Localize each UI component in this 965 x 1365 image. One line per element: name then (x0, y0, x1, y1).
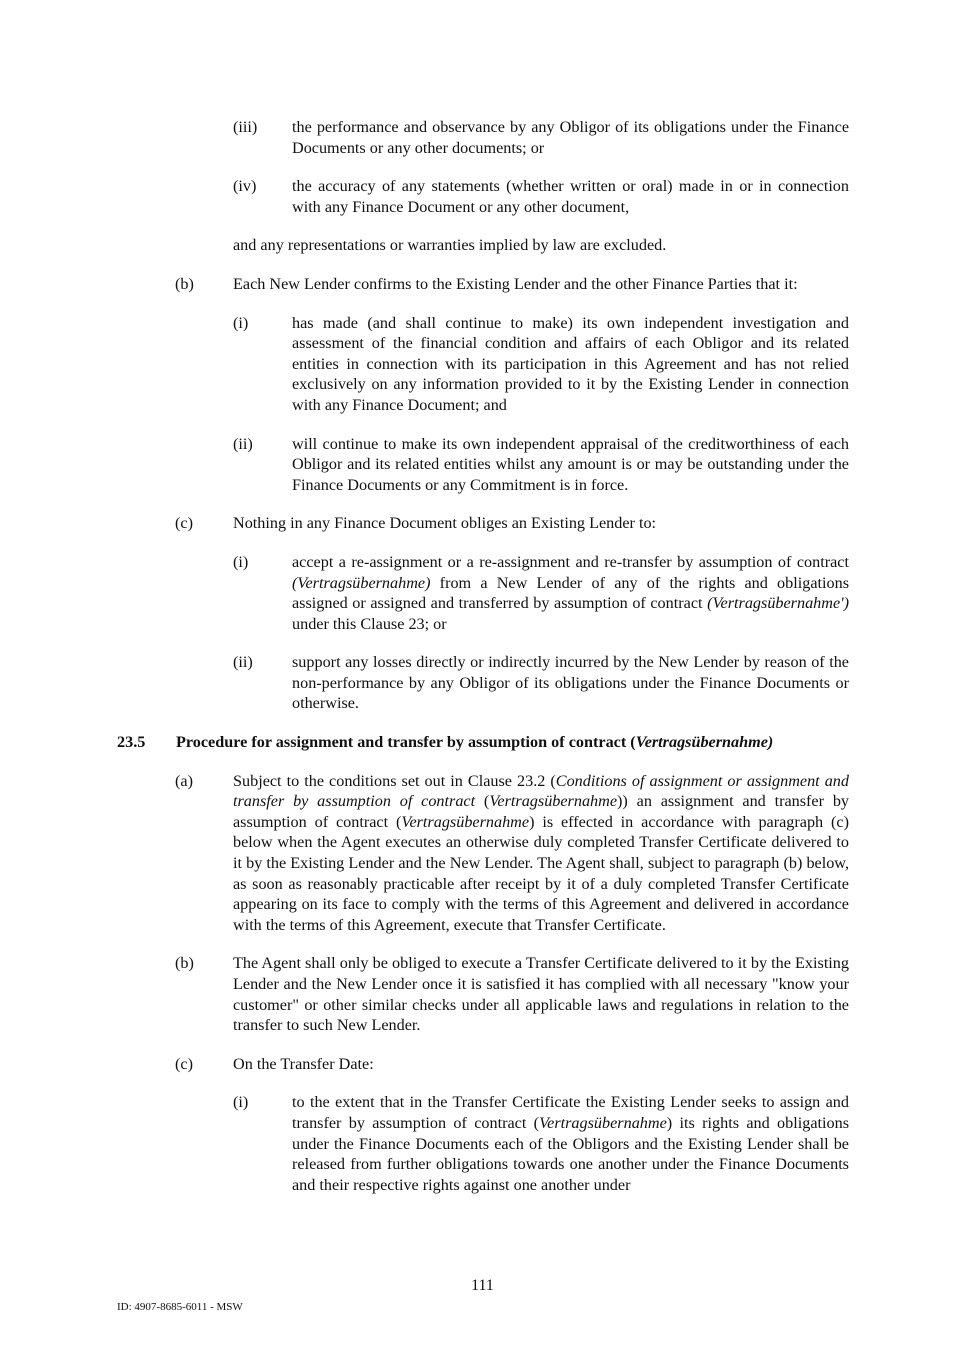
clause-paragraph (0, 552, 965, 634)
page-number: 111 (471, 1277, 494, 1294)
text-segment: )) an assignment and transfer by assumption of contract ( (233, 792, 850, 831)
clause-label: (i) (233, 1093, 249, 1112)
clause-paragraph (0, 513, 965, 534)
clause-paragraph (0, 274, 965, 295)
clause-paragraph (0, 771, 965, 936)
clause-paragraph (0, 313, 965, 416)
clause-label: (ii) (233, 434, 253, 453)
clause-paragraph (0, 434, 965, 496)
text-segment: support any losses directly or indirectly incurred by the New Lender by reason of the non-performance by any Obligor of its obligations under the Finance Documents or otherwise. (292, 653, 849, 713)
text-segment: to the extent that in the Transfer Certificate the Existing Lender seeks to assign and transfer by assumption of contract ( (292, 1093, 849, 1132)
clause-text (292, 434, 849, 496)
text-segment: The Agent shall only be obliged to execute a Transfer Certificate delivered to it by the Existing Lender and the New Lender once it is satisfied it has complied with all necessary "know your customer" or other similar checks under all applicable laws and regulations in relation to the transfer to such New Lender. (233, 954, 849, 1035)
clause-text (233, 235, 849, 256)
text-segment: accept a re-assignment or a re-assignment and re-transfer by assumption of contract (292, 552, 849, 571)
italic-term: Vertragsübernahme) (635, 733, 774, 752)
clause-label: (a) (175, 771, 193, 790)
clause-text (292, 117, 849, 158)
clause-label: (c) (175, 1054, 193, 1073)
text-segment: Each New Lender confirms to the Existing Lender and the other Finance Parties that it: (233, 274, 798, 293)
text-segment: ) is effected in accordance with paragraph (c) below when the Agent executes an otherwise duly completed Transfer Certificate delivered to it by the Existing Lender and the New Lender. The Agent shall, subject to paragraph (b) below, as soon as reasonably practicable after receipt by it of a duly completed Transfer Certificate appearing on its face to comply with the terms of this Agreement and delivered in accordance with the terms of this Agreement, execute that Transfer Certificate. (233, 812, 849, 934)
clause-label: (iii) (233, 118, 258, 136)
italic-term: Conditions of assignment or assignment and transfer by assumption of contract (233, 771, 849, 811)
text-segment: ( (475, 792, 490, 811)
clause-paragraph (0, 235, 965, 256)
clause-text (292, 176, 849, 217)
clause-text (292, 1092, 849, 1195)
clause-text (233, 953, 849, 1035)
clause-label: 23.5 (117, 733, 146, 752)
text-segment: Nothing in any Finance Document obliges an Existing Lender to: (233, 514, 657, 533)
text-segment: On the Transfer Date: (233, 1054, 374, 1073)
document-id: ID: 4907-8685-6011 - MSW (117, 1301, 243, 1313)
clause-text (176, 732, 856, 753)
clause-paragraph (0, 652, 965, 714)
italic-term: Vertragsübernahme (539, 1113, 667, 1132)
clause-label: (i) (233, 313, 249, 332)
italic-term: (Vertragsübernahme') (707, 594, 849, 613)
clause-paragraph (0, 1054, 965, 1075)
text-segment: ) its rights and obligations under the Finance Documents each of the Obligors and the Existing Lender shall be released from further obligations towards one another under the Finance Documents and their respective rights against one another under (292, 1113, 849, 1194)
clause-label: (b) (175, 274, 194, 293)
clause-label: (b) (175, 954, 194, 973)
clause-text (233, 513, 849, 534)
text-segment: has made (and shall continue to make) its own independent investigation and assessment of the financial condition and affairs of each Obligor and its related entities in connection with its participation in this Agreement and has not relied exclusively on any information provided to it by the Existing Lender in connection with any Finance Document; and (292, 313, 849, 414)
text-segment: the performance and observance by any Obligor of its obligations under the Finance Documents or any other documents; or (292, 118, 849, 157)
section-heading (0, 732, 965, 753)
clause-text (292, 313, 849, 416)
clause-text (292, 552, 849, 634)
clause-text (233, 1054, 849, 1075)
clause-paragraph (0, 1092, 965, 1195)
italic-term: Vertragsübernahme (489, 792, 618, 811)
text-segment: the accuracy of any statements (whether written or oral) made in or in connection with any Finance Document or any other document, (292, 177, 849, 216)
clause-text (292, 652, 849, 714)
clause-label: (ii) (233, 653, 253, 672)
clause-paragraph (0, 176, 965, 217)
clause-paragraph (0, 953, 965, 1035)
document-body (0, 117, 965, 1213)
text-segment: Procedure for assignment and transfer by assumption of contract ( (176, 733, 636, 752)
clause-text (233, 771, 849, 936)
italic-term: Vertragsübernahme (401, 812, 530, 831)
clause-label: (iv) (233, 177, 257, 196)
text-segment: will continue to make its own independent appraisal of the creditworthiness of each Obligor and its related entities whilst any amount is or may be outstanding under the Finance Documents or any Commitment is in force. (292, 434, 849, 494)
text-segment: from a New Lender of any of the rights and obligations assigned or assigned and transferred by assumption of contract (292, 573, 849, 613)
clause-label: (i) (233, 552, 249, 571)
italic-term: (Vertragsübernahme) (292, 573, 431, 592)
clause-text (233, 274, 849, 295)
clause-paragraph (0, 117, 965, 158)
text-segment: and any representations or warranties implied by law are excluded. (233, 236, 667, 255)
text-segment: under this Clause 23; or (292, 614, 447, 633)
clause-label: (c) (175, 514, 193, 533)
text-segment: Subject to the conditions set out in Clause 23.2 ( (233, 771, 556, 790)
